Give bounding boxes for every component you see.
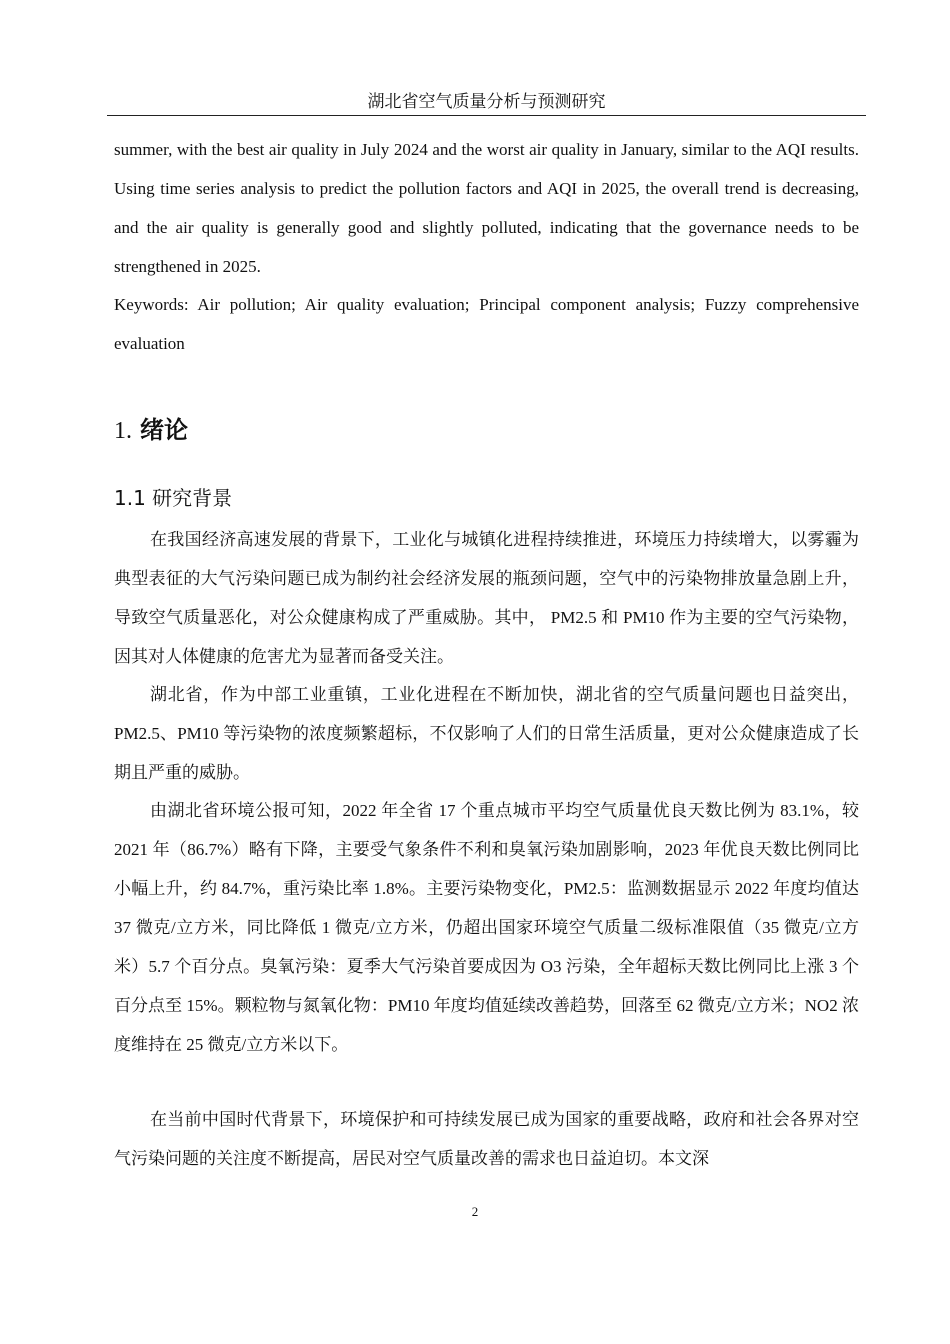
page-header <box>107 88 866 116</box>
section-title: 绪论 <box>140 416 188 444</box>
subsection-heading-1-1 <box>114 483 232 514</box>
paragraph-background-3: 由湖北省环境公报可知，2022 年全省 17 个重点城市平均空气质量优良天数比例为 83.1%，较 2021 年（86.7%）略有下降，主要受气象条件不利和臭氧污染加剧影响，2023 年优良天数比例同比小幅上升，约 84.7%，重污染比率 1.8%。主要污染物变化，PM2.5：监测数据显示 2022 年度均值达 37 微克/立方米，同比降低 1 微克/立方米，仍超出国家环境空气质量二级标准限值（35 微克/立方米）5.7 个百分点。臭氧污染：夏季大气污染首要成因为 O3 污染，全年超标天数比例同比上涨 3 个百分点至 15%。颗粒物与氮氧化物：PM10 年度均值延续改善趋势，回落至 62 微克/立方米；NO2 浓度维持在 25 微克/立方米以下。 <box>114 801 859 1054</box>
abstract-continuation: summer, with the best air quality in July 2024 and the worst air quality in January, similar to the AQI results. Using time series analysis to predict the pollution factors and AQI in 2025, the overall trend is decreasing, and the air quality is generally good and slightly polluted, indicating that the governance needs to be strengthened in 2025. <box>114 140 859 276</box>
paragraph-background-2: 湖北省，作为中部工业重镇，工业化进程在不断加快，湖北省的空气质量问题也日益突出，PM2.5、PM10 等污染物的浓度频繁超标，不仅影响了人们的日常生活质量，更对公众健康造成了长期且严重的威胁。 <box>114 685 859 782</box>
header-title: 湖北省空气质量分析与预测研究 <box>367 92 606 111</box>
subsection-title: 1.1 研究背景 <box>114 486 233 510</box>
paragraph-background-4: 在当前中国时代背景下，环境保护和可持续发展已成为国家的重要战略，政府和社会各界对空气污染问题的关注度不断提高，居民对空气质量改善的需求也日益迫切。本文深 <box>114 1110 859 1168</box>
section-heading-1 <box>114 412 188 449</box>
page-number: 2 <box>471 1204 479 1219</box>
keywords: Keywords: Air pollution; Air quality evaluation; Principal component analysis; Fuzzy comprehensive evaluation <box>114 295 859 353</box>
paragraph-background-1: 在我国经济高速发展的背景下，工业化与城镇化进程持续推进，环境压力持续增大，以雾霾为典型表征的大气污染问题已成为制约社会经济发展的瓶颈问题，空气中的污染物排放量急剧上升，导致空气质量恶化，对公众健康构成了严重威胁。其中， PM2.5 和 PM10 作为主要的空气污染物，因其对人体健康的危害尤为显著而备受关注。 <box>114 530 859 666</box>
section-number: 1. <box>114 418 132 444</box>
